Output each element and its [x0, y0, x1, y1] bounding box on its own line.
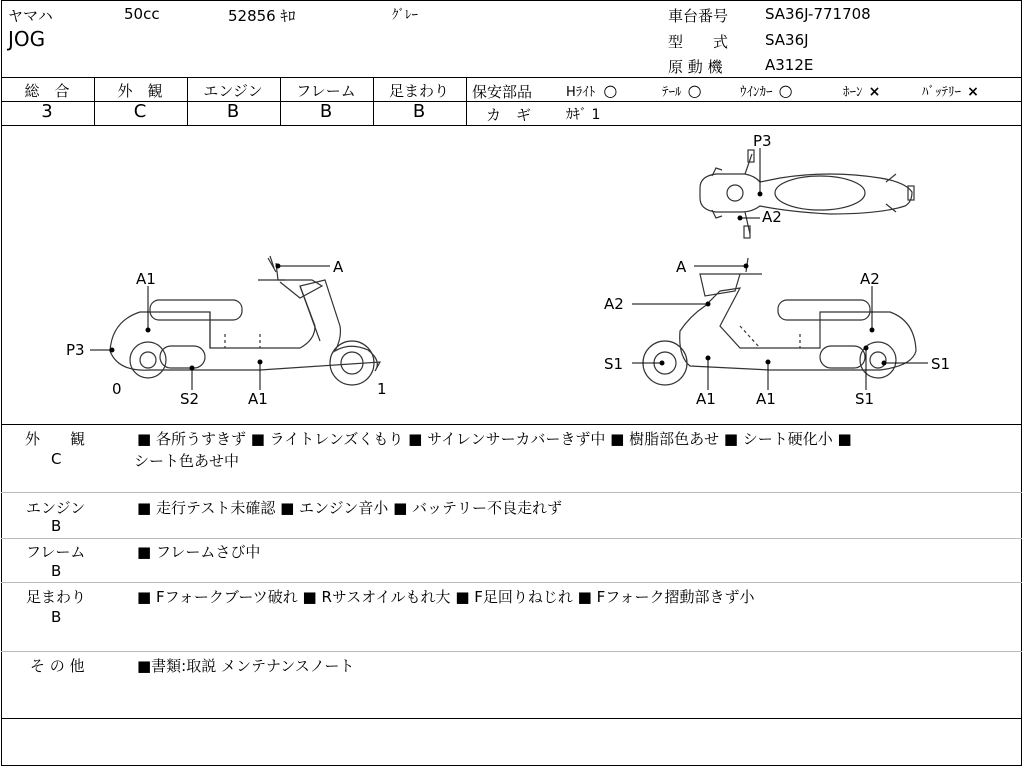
status-icon: ○ — [778, 81, 793, 100]
grade-value-engine: B — [226, 101, 240, 122]
status-icon: ○ — [687, 81, 702, 100]
safety-item-winker — [740, 81, 793, 100]
engine-label: 原 動 機 — [668, 58, 723, 76]
type-label: 型 式 — [668, 33, 729, 51]
label-s1-right-bottom: S1 — [855, 390, 875, 408]
section-text: ■ 走行テスト未確認 ■ エンジン音小 ■ バッテリー不良走れず — [137, 499, 563, 517]
label-a2-right-rear: A2 — [860, 270, 880, 288]
grade-value-total: 3 — [41, 101, 53, 122]
frame-no-label: 車台番号 — [668, 7, 729, 25]
key-label: カ ギ — [486, 106, 532, 124]
safety-item-battery — [922, 81, 979, 100]
grade-label-suspension: 足まわり — [388, 82, 449, 100]
divider — [1, 77, 1022, 78]
scooter-top-view — [700, 150, 914, 238]
divider — [466, 77, 467, 125]
section-text: ■書類:取説 メンテナンスノート — [137, 657, 355, 675]
grade-label-engine: エンジン — [203, 82, 263, 100]
safety-item-tail — [662, 81, 702, 100]
section-text: ■ Fフォークブーツ破れ ■ Rサスオイルもれ大 ■ F足回りねじれ ■ Fフォーク摺動部きず小 — [137, 588, 755, 606]
frame-no: SA36J-771708 — [765, 5, 871, 23]
label-a1-right-front: A1 — [696, 390, 716, 408]
divider — [1, 651, 1022, 652]
label-a1-right-mid: A1 — [756, 390, 776, 408]
section-label: 足まわり — [26, 588, 87, 606]
divider — [1, 424, 1022, 425]
label-a2-right: A2 — [604, 295, 624, 313]
divider — [1, 718, 1022, 719]
grade-label-total: 総 合 — [24, 82, 70, 100]
maker: ヤマハ — [8, 7, 53, 25]
divider — [1, 582, 1022, 583]
status-icon: ○ — [603, 81, 618, 100]
section-text: ■ 各所うすきず ■ ライトレンズくもり ■ サイレンサーカバーきず中 ■ 樹脂部色あせ ■ シート硬化小 ■ — [137, 430, 852, 448]
safety-item-headlight — [566, 81, 617, 100]
model-name: JOG — [8, 27, 46, 51]
label-a-right: A — [676, 258, 687, 276]
safety-item-label: ﾎｰﾝ — [843, 85, 863, 100]
label-s1-right-front: S1 — [604, 355, 624, 373]
status-icon: × — [868, 84, 881, 100]
status-icon: × — [967, 84, 979, 100]
grade-value-frame: B — [319, 101, 333, 122]
color: ｸﾞﾚｰ — [392, 8, 418, 23]
label-p3-left: P3 — [66, 341, 85, 359]
label-s1-right-rear: S1 — [931, 355, 951, 373]
label-a1-left: A1 — [136, 270, 156, 288]
divider — [1, 492, 1022, 493]
section-label: そ の 他 — [30, 657, 85, 675]
key-value: ｶｷﾞ 1 — [566, 107, 601, 123]
section-grade: C — [51, 450, 62, 468]
divider — [1, 538, 1022, 539]
safety-item-horn — [843, 81, 880, 100]
safety-label: 保安部品 — [472, 83, 533, 101]
section-label: フレーム — [26, 543, 86, 561]
grade-label-exterior: 外 観 — [117, 82, 163, 100]
grade-value-exterior: C — [133, 101, 147, 122]
type: SA36J — [765, 31, 809, 49]
safety-item-label: ﾊﾞｯﾃﾘｰ — [922, 85, 961, 100]
section-grade: B — [51, 517, 62, 535]
section-grade: B — [51, 608, 62, 626]
grade-label-frame: フレーム — [296, 82, 356, 100]
damage-diagram — [0, 126, 1024, 424]
section-text: ■ フレームさび中 — [137, 543, 261, 561]
label-one: 1 — [377, 380, 387, 398]
section-text: シート色あせ中 — [134, 452, 240, 470]
label-s2: S2 — [180, 390, 200, 408]
displacement: 50cc — [124, 5, 160, 23]
divider — [467, 101, 1022, 102]
grade-value-suspension: B — [412, 101, 426, 122]
label-a1-left-bottom: A1 — [248, 390, 268, 408]
mileage: 52856 ｷﾛ — [228, 7, 296, 25]
section-label: 外 観 — [25, 430, 86, 448]
safety-item-label: ｳｲﾝｶｰ — [740, 85, 773, 100]
safety-item-label: Hﾗｲﾄ — [566, 85, 596, 100]
section-label: エンジン — [26, 499, 86, 517]
label-a2-top: A2 — [762, 208, 782, 226]
section-grade: B — [51, 562, 62, 580]
label-p3-top: P3 — [753, 132, 772, 150]
label-a-left: A — [333, 258, 344, 276]
engine: A312E — [765, 56, 814, 74]
safety-item-label: ﾃｰﾙ — [662, 85, 682, 100]
label-zero: 0 — [112, 380, 122, 398]
